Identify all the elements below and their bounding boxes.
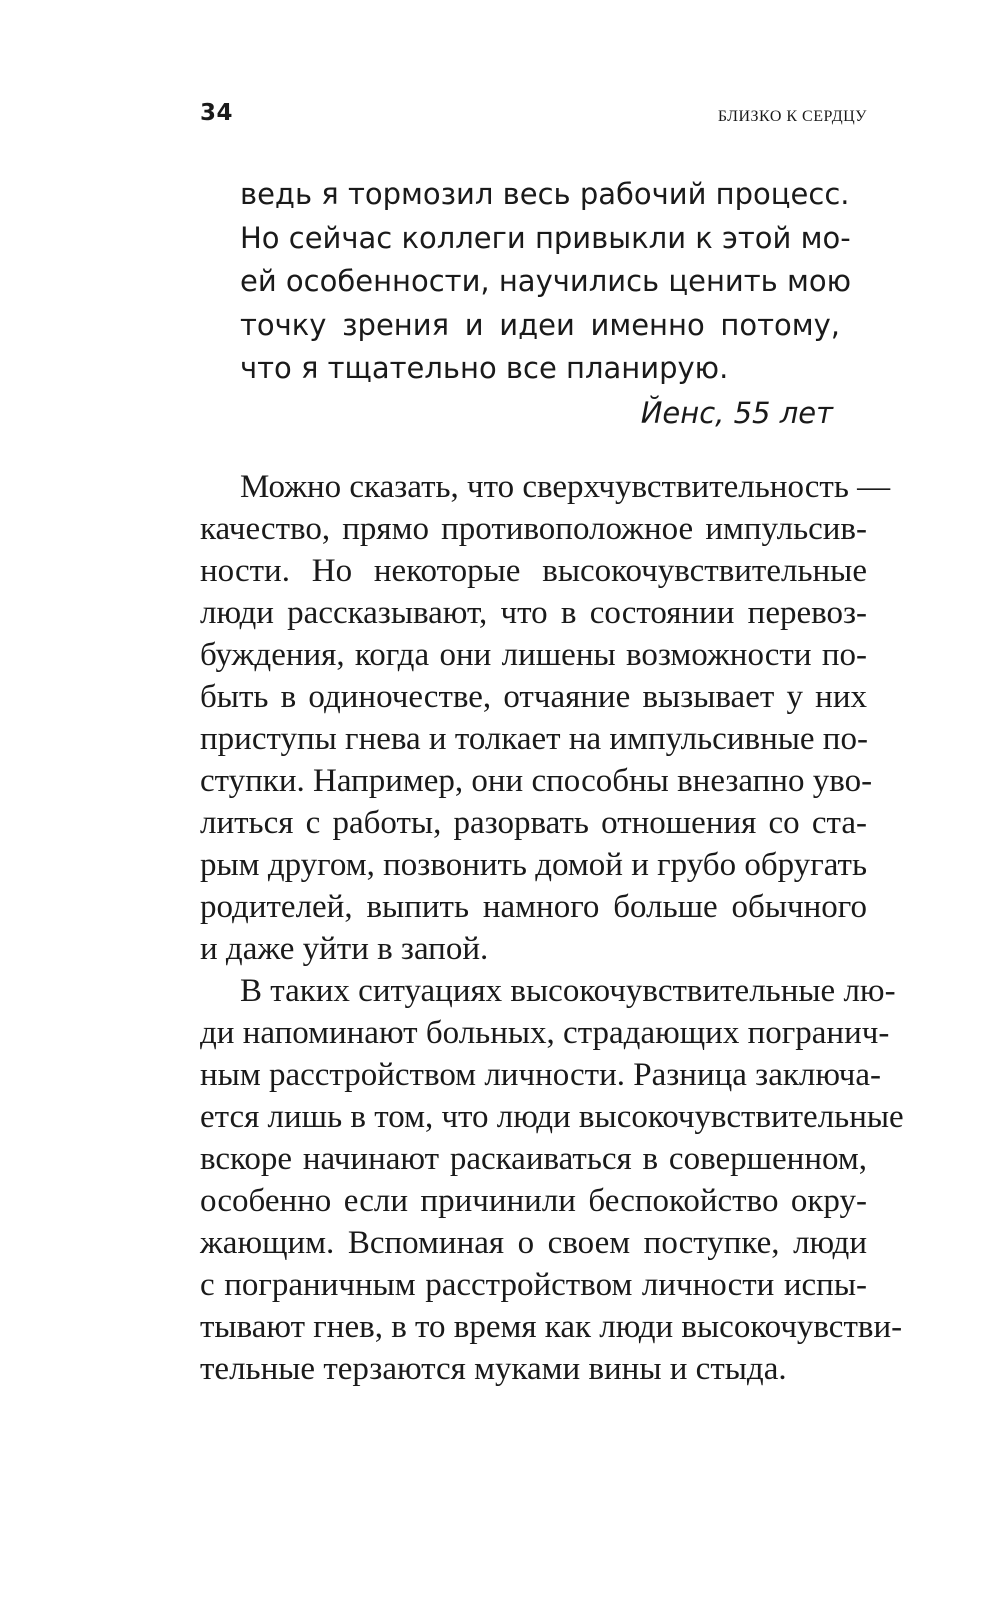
text-line: быть в одиночестве, отчаяние вызывает у них [200, 679, 867, 715]
text-line: жающим. Вспоминая о своем поступке, люди [200, 1225, 867, 1261]
text-line: с пограничным расстройством личности испы- [200, 1267, 867, 1303]
text-line: приступы гнева и толкает на импульсивные по- [200, 721, 868, 757]
text-line: В таких ситуациях высокочувствительные лю- [240, 973, 896, 1009]
paragraph [200, 466, 891, 970]
quote-line: что я тщательно все планирую. [240, 351, 729, 385]
text-line: особенно если причинили беспокойство окру- [200, 1183, 867, 1219]
text-line: ступки. Например, они способны внезапно уво- [200, 763, 873, 799]
text-line: и даже уйти в запой. [200, 931, 489, 967]
quote-line: ведь я тормозил весь рабочий процесс. [240, 177, 850, 211]
page-number: 34 [200, 100, 234, 126]
text-line: литься с работы, разорвать отношения со ста- [200, 805, 867, 841]
quote-line: Но сейчас коллеги привыкли к этой мо- [240, 220, 851, 255]
text-line: буждения, когда они лишены возможности по- [200, 637, 867, 673]
text-line: рым другом, позвонить домой и грубо обругать [200, 847, 867, 883]
paragraph [200, 970, 904, 1390]
quote-block [240, 173, 851, 391]
running-head: БЛИЗКО К СЕРДЦУ [717, 108, 867, 125]
text-line: родителей, выпить намного больше обычного [200, 889, 867, 925]
quote-line: ей особенности, научились ценить мою [240, 264, 851, 298]
text-line: ности. Но некоторые высокочувствительные [200, 553, 867, 589]
text-line: вскоре начинают раскаиваться в совершенном, [200, 1141, 867, 1177]
text-line: Можно сказать, что сверхчувствительность — [240, 469, 891, 505]
text-line: тывают гнев, в то время как люди высокочувстви- [200, 1309, 903, 1345]
text-line: качество, прямо противоположное импульсив- [200, 511, 867, 547]
quote-attribution: Йенс, 55 лет [640, 396, 833, 430]
text-line: ется лишь в том, что люди высокочувствительные [200, 1099, 904, 1135]
text-line: ди напоминают больных, страдающих погранич- [200, 1015, 890, 1051]
text-line: люди рассказывают, что в состоянии перевоз- [200, 595, 867, 631]
quote-line: точку зрения и идеи именно потому, [240, 307, 840, 342]
text-line: тельные терзаются муками вины и стыда. [200, 1351, 787, 1387]
text-line: ным расстройством личности. Разница заключа- [200, 1057, 881, 1093]
